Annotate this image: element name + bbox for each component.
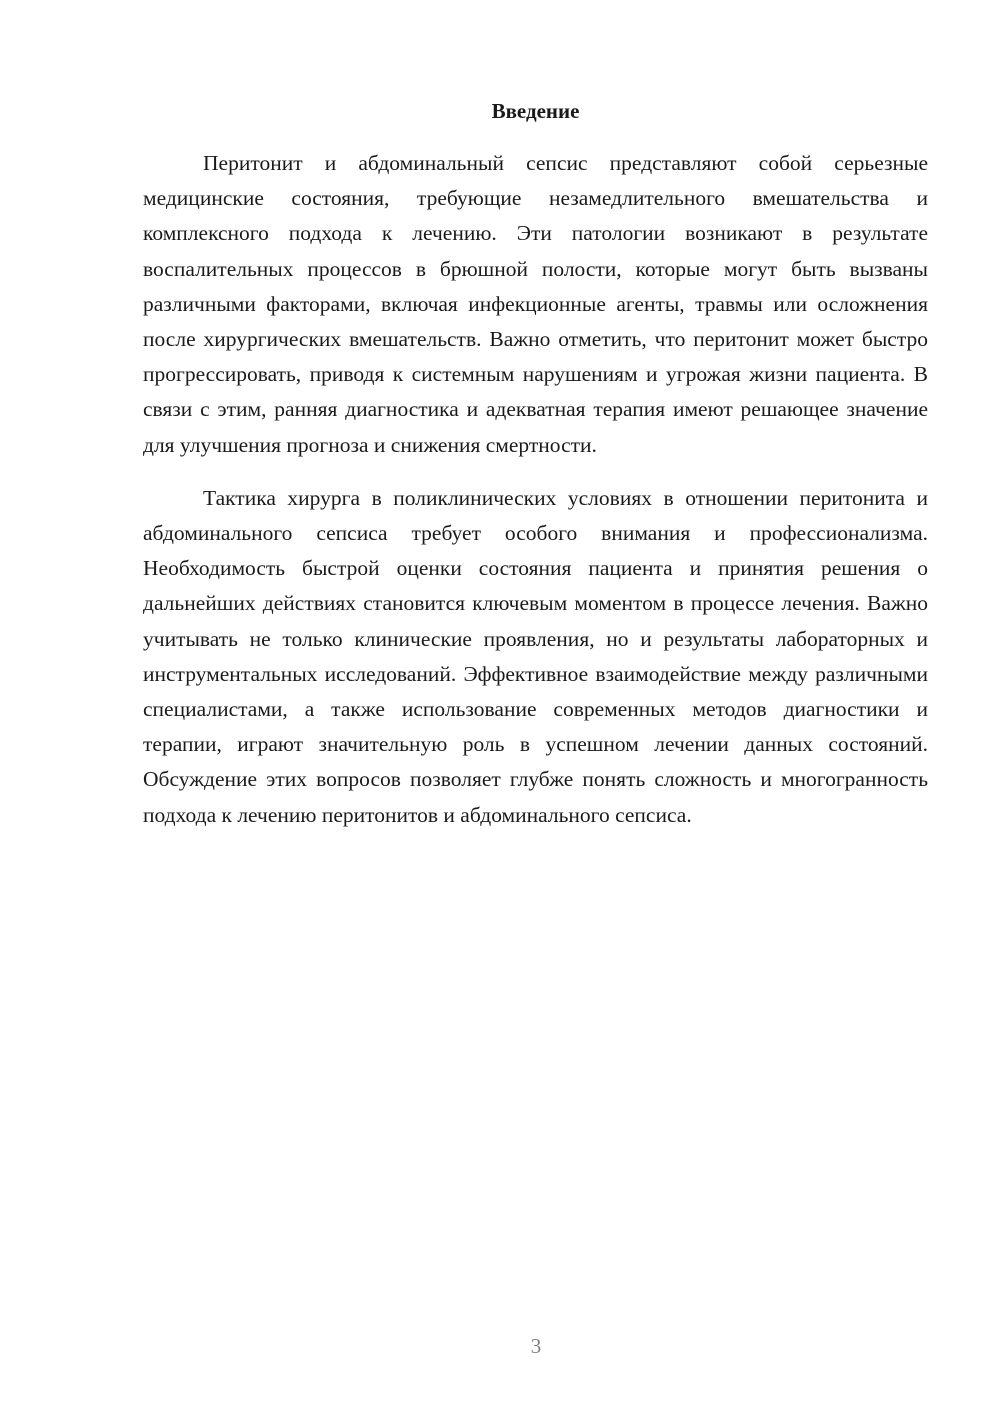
paragraph-2: Тактика хирурга в поликлинических условиях в отношении перитонита и абдоминального сепсиса требует особого внимания и профессионализма. Необходимость быстрой оценки состояния пациента и принятия решения о дальнейших действиях становится ключевым моментом в процессе лечения. Важно учитывать не только клинические проявления, но и результаты лабораторных и инструментальных исследований. Эффективное взаимодействие между различными специалистами, а также использование современных методов диагностики и терапии, играют значительную роль в успешном лечении данных состояний. Обсуждение этих вопросов позволяет глубже понять сложность и многогранность подхода к лечению перитонитов и абдоминального сепсиса. bbox=[143, 485, 928, 827]
paragraph-1: Перитонит и абдоминальный сепсис представляют собой серьезные медицинские состояния, требующие незамедлительного вмешательства и комплексного подхода к лечению. Эти патологии возникают в результате воспалительных процессов в брюшной полости, которые могут быть вызваны различными факторами, включая инфекционные агенты, травмы или осложнения после хирургических вмешательств. Важно отметить, что перитонит может быстро прогрессировать, приводя к системным нарушениям и угрожая жизни пациента. В связи с этим, ранняя диагностика и адекватная терапия имеют решающее значение для улучшения прогноза и снижения смертности. bbox=[143, 151, 928, 457]
page-number: 3 bbox=[530, 1334, 542, 1358]
section-title: Введение bbox=[491, 99, 580, 123]
page-content bbox=[143, 96, 928, 833]
